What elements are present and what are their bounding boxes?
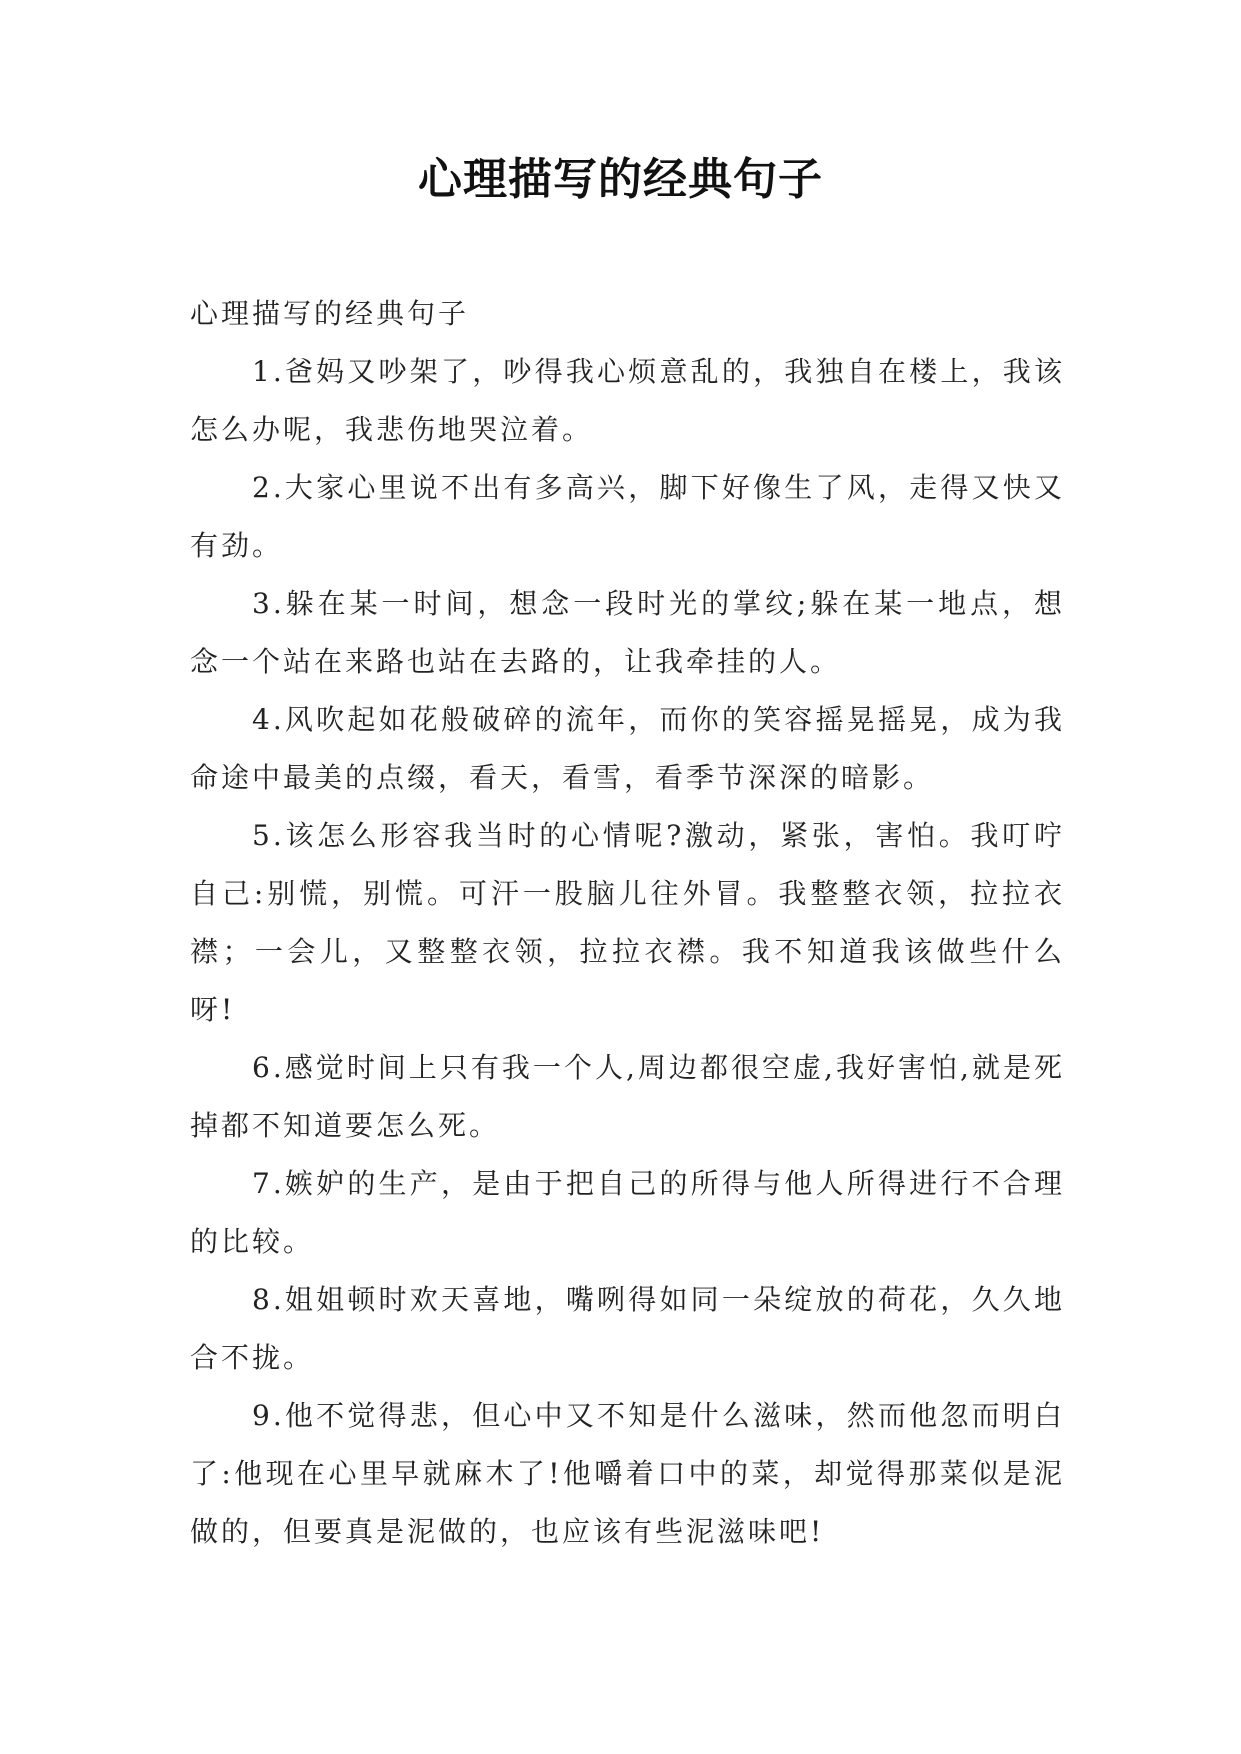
document-body <box>190 285 1065 1561</box>
document-title: 心理描写的经典句子 <box>418 154 823 205</box>
paragraph-6: 6.感觉时间上只有我一个人,周边都很空虚,我好害怕,就是死掉都不知道要怎么死。 <box>190 1051 1065 1142</box>
paragraph-8: 8.姐姐顿时欢天喜地，嘴咧得如同一朵绽放的荷花，久久地合不拢。 <box>190 1283 1065 1374</box>
paragraph-2: 2.大家心里说不出有多高兴，脚下好像生了风，走得又快又有劲。 <box>190 471 1065 562</box>
paragraph-3: 3.躲在某一时间，想念一段时光的掌纹;躲在某一地点，想念一个站在来路也站在去路的，让我牵挂的人。 <box>190 587 1065 678</box>
document-subtitle: 心理描写的经典句子 <box>190 297 470 330</box>
paragraph-4: 4.风吹起如花般破碎的流年，而你的笑容摇晃摇晃，成为我命途中最美的点缀，看天，看雪，看季节深深的暗影。 <box>190 703 1065 794</box>
paragraph-9: 9.他不觉得悲，但心中又不知是什么滋味，然而他忽而明白了:他现在心里早就麻木了!他嚼着口中的菜，却觉得那菜似是泥做的，但要真是泥做的，也应该有些泥滋味吧! <box>190 1399 1065 1548</box>
paragraph-1: 1.爸妈又吵架了，吵得我心烦意乱的，我独自在楼上，我该怎么办呢，我悲伤地哭泣着。 <box>190 355 1065 446</box>
paragraph-7: 7.嫉妒的生产，是由于把自己的所得与他人所得进行不合理的比较。 <box>190 1167 1065 1258</box>
paragraph-5: 5.该怎么形容我当时的心情呢?激动，紧张，害怕。我叮咛自己:别慌，别慌。可汗一股脑儿往外冒。我整整衣领，拉拉衣襟；一会儿，又整整衣领，拉拉衣襟。我不知道我该做些什么呀! <box>190 819 1065 1026</box>
